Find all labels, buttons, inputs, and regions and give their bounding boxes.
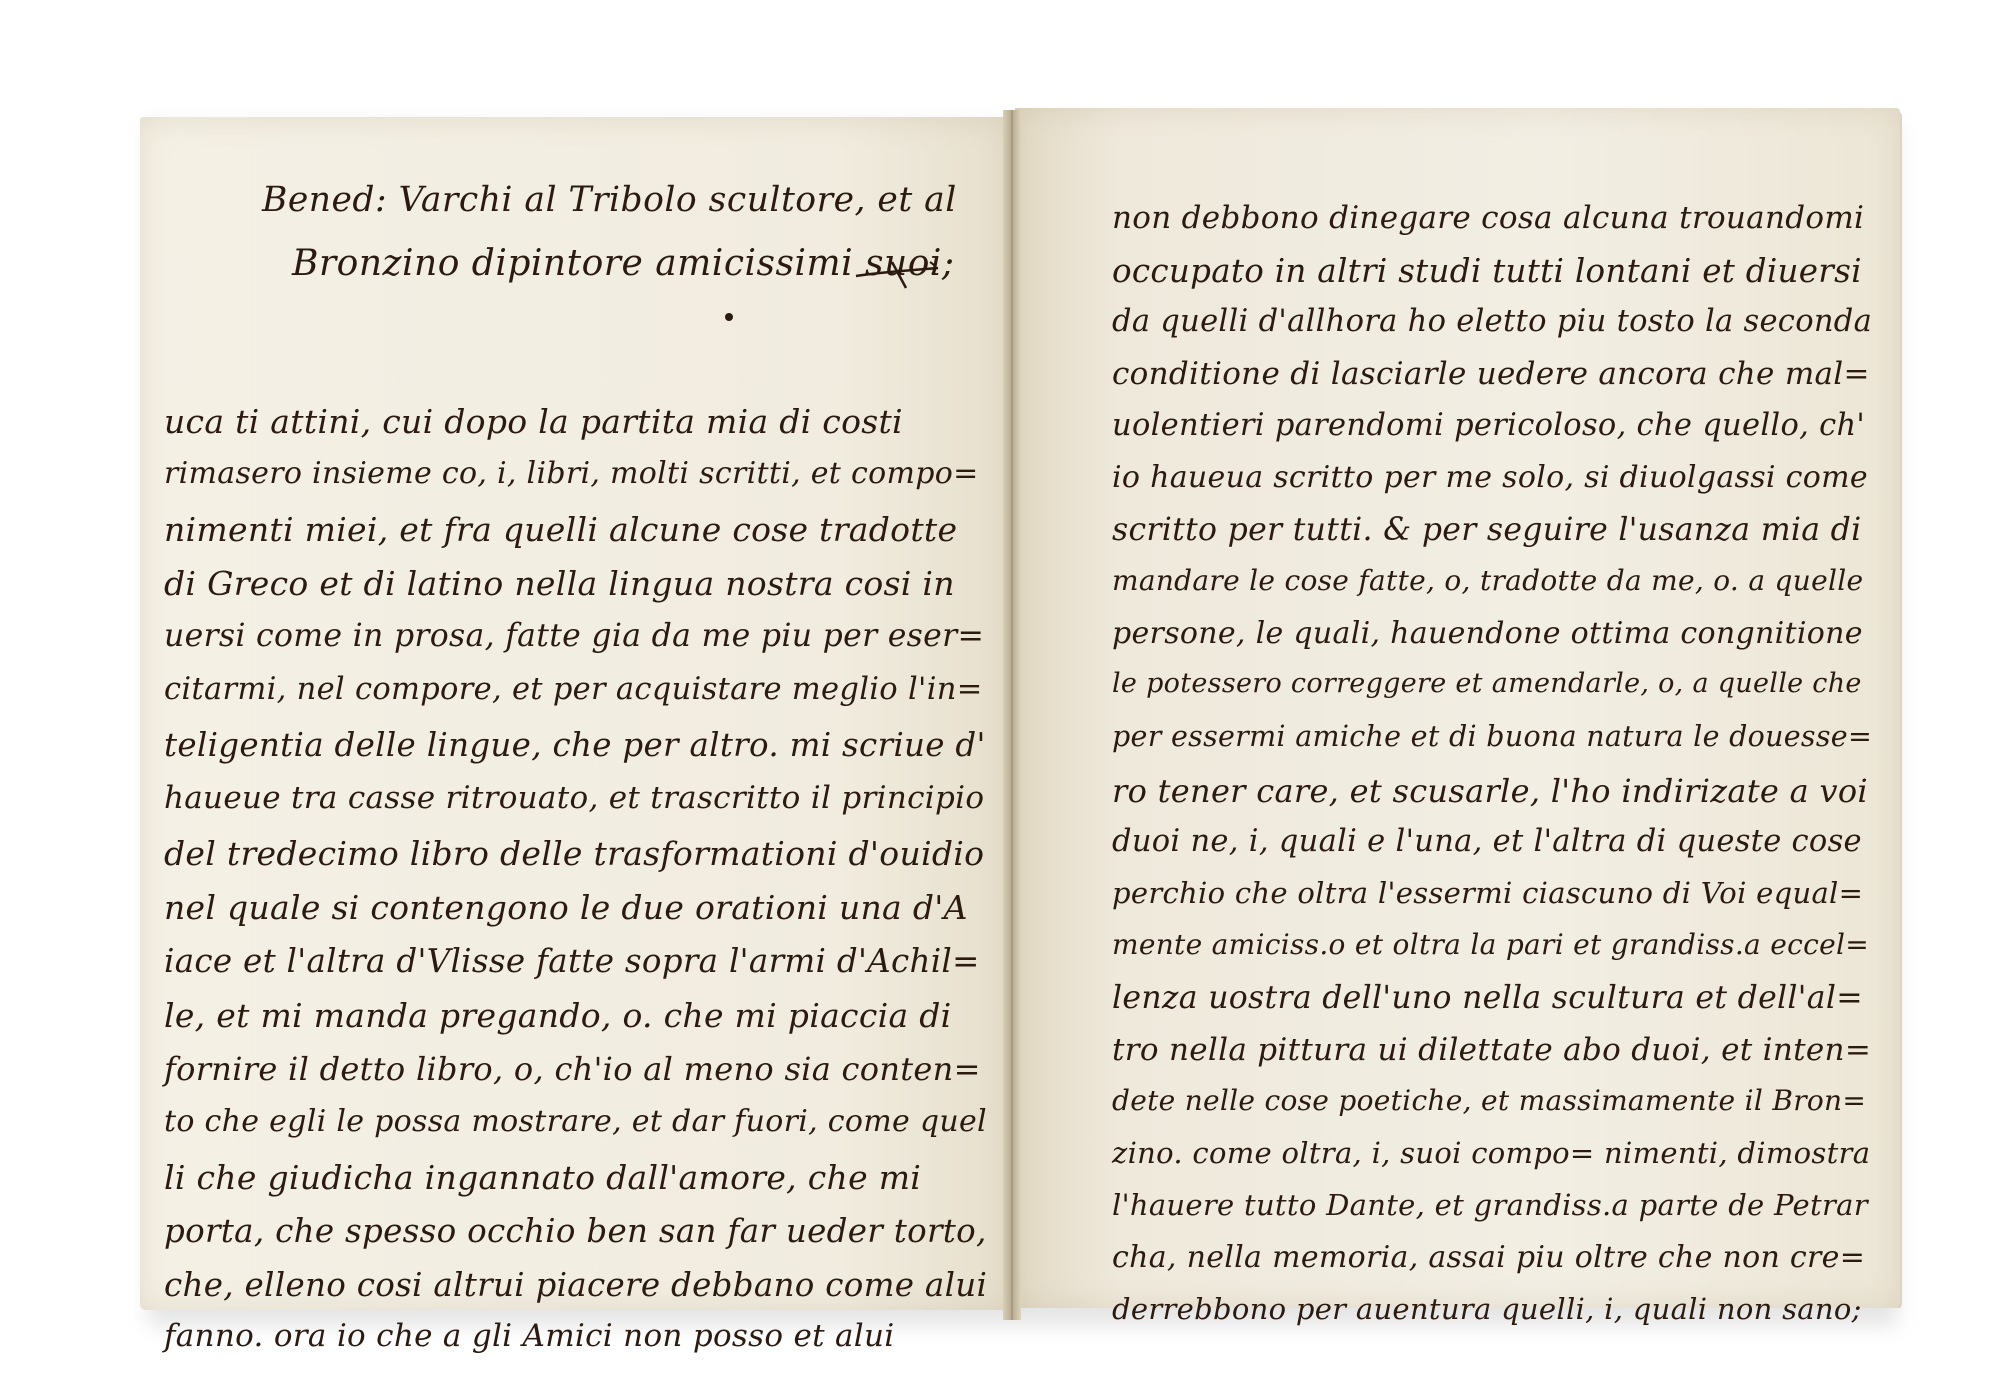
right-line: per essermi amiche et di buona natura le douesse=	[1112, 720, 1873, 753]
left-line: to che egli le possa mostrare, et dar fuori, come quel	[164, 1104, 987, 1139]
left-title-line-1: Bened: Varchi al Tribolo scultore, et al	[262, 180, 957, 220]
right-line: io haueua scritto per me solo, si diuolgassi come	[1112, 460, 1868, 495]
left-line: uersi come in prosa, fatte gia da me piu per eser=	[164, 618, 985, 654]
left-line: che, elleno cosi altrui piacere debbano come alui	[164, 1266, 988, 1304]
right-line: le potessero correggere et amendarle, o, a quelle che	[1112, 668, 1862, 699]
left-line: fornire il detto libro, o, ch'io al meno sia conten=	[164, 1050, 981, 1088]
left-line: li che giudicha ingannato dall'amore, che mi	[164, 1158, 922, 1197]
right-line: da quelli d'allhora ho eletto piu tosto la seconda	[1112, 304, 1873, 339]
right-line: occupato in altri studi tutti lontani et diuersi	[1112, 252, 1862, 290]
right-line: zino. come oltra, i, suoi compo= nimenti, dimostra	[1112, 1136, 1871, 1170]
left-line: teligentia delle lingue, che per altro. mi scriue d'	[164, 726, 986, 764]
book-spine	[1003, 110, 1021, 1320]
right-line: dete nelle cose poetiche, et massimamente il Bron=	[1112, 1084, 1867, 1117]
right-line: mente amiciss.o et oltra la pari et grandiss.a eccel=	[1112, 928, 1869, 961]
right-line: tro nella pittura ui dilettate abo duoi, et inten=	[1112, 1032, 1872, 1068]
right-line: perchio che oltra l'essermi ciascuno di Voi equal=	[1112, 876, 1864, 910]
right-line: persone, le quali, hauendone ottima congnitione	[1112, 616, 1863, 651]
right-line: cha, nella memoria, assai piu oltre che non cre=	[1112, 1240, 1866, 1275]
right-line: duoi ne, i, quali e l'una, et l'altra di queste cose	[1112, 824, 1862, 859]
dot-mark	[722, 310, 736, 324]
left-line: del tredecimo libro delle trasformationi d'ouidio	[164, 834, 985, 873]
left-line: di Greco et di latino nella lingua nostra cosi in	[164, 564, 955, 603]
left-line: citarmi, nel compore, et per acquistare meglio l'in=	[164, 672, 983, 707]
left-line: porta, che spesso occhio ben san far ueder torto,	[164, 1212, 987, 1250]
right-line: conditione di lasciarle uedere ancora che mal=	[1112, 356, 1870, 392]
right-line: ro tener care, et scusarle, l'ho indirizate a voi	[1112, 772, 1868, 810]
left-line: haueue tra casse ritrouato, et trascritto il principio	[164, 780, 985, 816]
right-line: uolentieri parendomi pericoloso, che quello, ch'	[1112, 408, 1866, 443]
right-line: l'hauere tutto Dante, et grandiss.a parte de Petrar	[1112, 1188, 1868, 1222]
right-line: non debbono dinegare cosa alcuna trouandomi	[1112, 200, 1865, 236]
left-line: nel quale si contengono le due orationi una d'A	[164, 888, 968, 927]
left-line: le, et mi manda pregando, o. che mi piaccia di	[164, 996, 952, 1035]
flourish-mark	[852, 254, 942, 294]
right-line: derrebbono per auentura quelli, i, quali non sano;	[1112, 1292, 1862, 1326]
left-title-line-2: Bronzino dipintore amicissimi suoi;	[292, 243, 955, 284]
left-line: nimenti miei, et fra quelli alcune cose tradotte	[164, 510, 958, 549]
left-line: fanno. ora io che a gli Amici non posso et alui	[164, 1318, 895, 1354]
left-line: iace et l'altra d'Vlisse fatte sopra l'armi d'Achil=	[164, 942, 980, 980]
right-line: mandare le cose fatte, o, tradotte da me, o. a quelle	[1112, 564, 1864, 597]
right-line: scritto per tutti. & per seguire l'usanza mia di	[1112, 512, 1862, 548]
right-line: lenza uostra dell'uno nella scultura et dell'al=	[1112, 980, 1863, 1016]
left-line: rimasero insieme co, i, libri, molti scritti, et compo=	[164, 456, 979, 491]
left-line: uca ti attini, cui dopo la partita mia di costi	[164, 402, 903, 441]
